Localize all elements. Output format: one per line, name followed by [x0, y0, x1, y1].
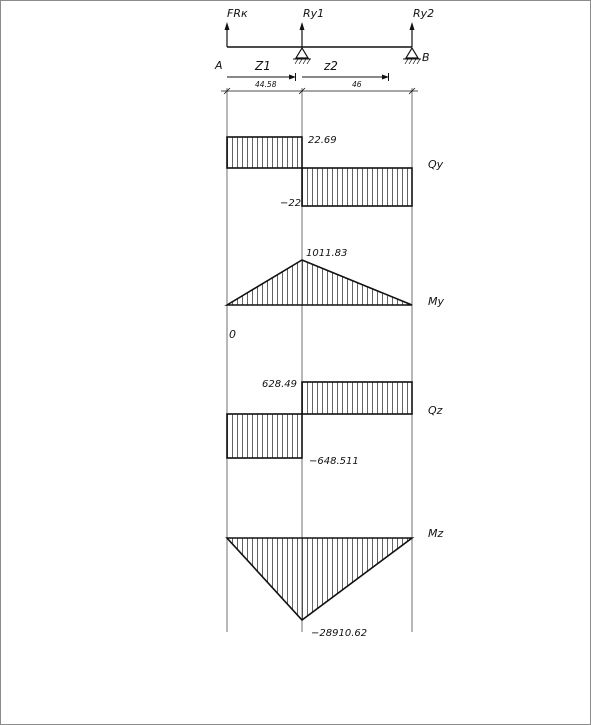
qz-top-value: 628.49 [262, 379, 297, 390]
end-b-label: B [422, 51, 430, 64]
mz-name: Mz [428, 527, 444, 540]
pin-support-ry1-icon [293, 48, 311, 64]
my-zero-value: 0 [229, 328, 236, 341]
qy-name: Qy [428, 158, 444, 171]
support2-label: Ry2 [413, 7, 435, 20]
qz-positive-area [302, 382, 412, 414]
qz-bottom-value: −648.511 [309, 456, 359, 467]
support1-label: Ry1 [303, 7, 325, 20]
qy-bottom-value: −22 [280, 198, 302, 209]
qz-negative-area [227, 414, 302, 458]
dimension1-label: 44.58 [255, 80, 277, 89]
qy-top-value: 22.69 [308, 135, 337, 146]
force-arrow-icon [225, 22, 230, 47]
reaction-arrow-ry1-icon [300, 22, 305, 47]
reaction-arrow-ry2-icon [410, 22, 415, 47]
my-area [227, 260, 412, 305]
qy-positive-area [227, 137, 302, 168]
my-name: My [428, 295, 445, 308]
dimension2-label: 46 [352, 80, 362, 89]
end-a-label: A [215, 59, 223, 72]
segment2-label: z2 [324, 59, 338, 73]
qz-name: Qz [428, 404, 443, 417]
mz-area [227, 538, 412, 620]
qz-diagram [227, 379, 443, 467]
segment-z2-arrow-icon [302, 73, 389, 81]
my-peak-value: 1011.83 [306, 248, 348, 259]
mz-diagram [227, 527, 443, 639]
mz-min-value: −28910.62 [311, 628, 368, 639]
qy-diagram [227, 135, 444, 209]
segment1-label: Z1 [255, 59, 271, 73]
force-label: FRк [227, 7, 248, 20]
dimension-line [221, 88, 418, 94]
pin-support-b-icon [403, 48, 421, 64]
beam-scheme [214, 7, 434, 94]
qy-negative-area [302, 168, 412, 206]
